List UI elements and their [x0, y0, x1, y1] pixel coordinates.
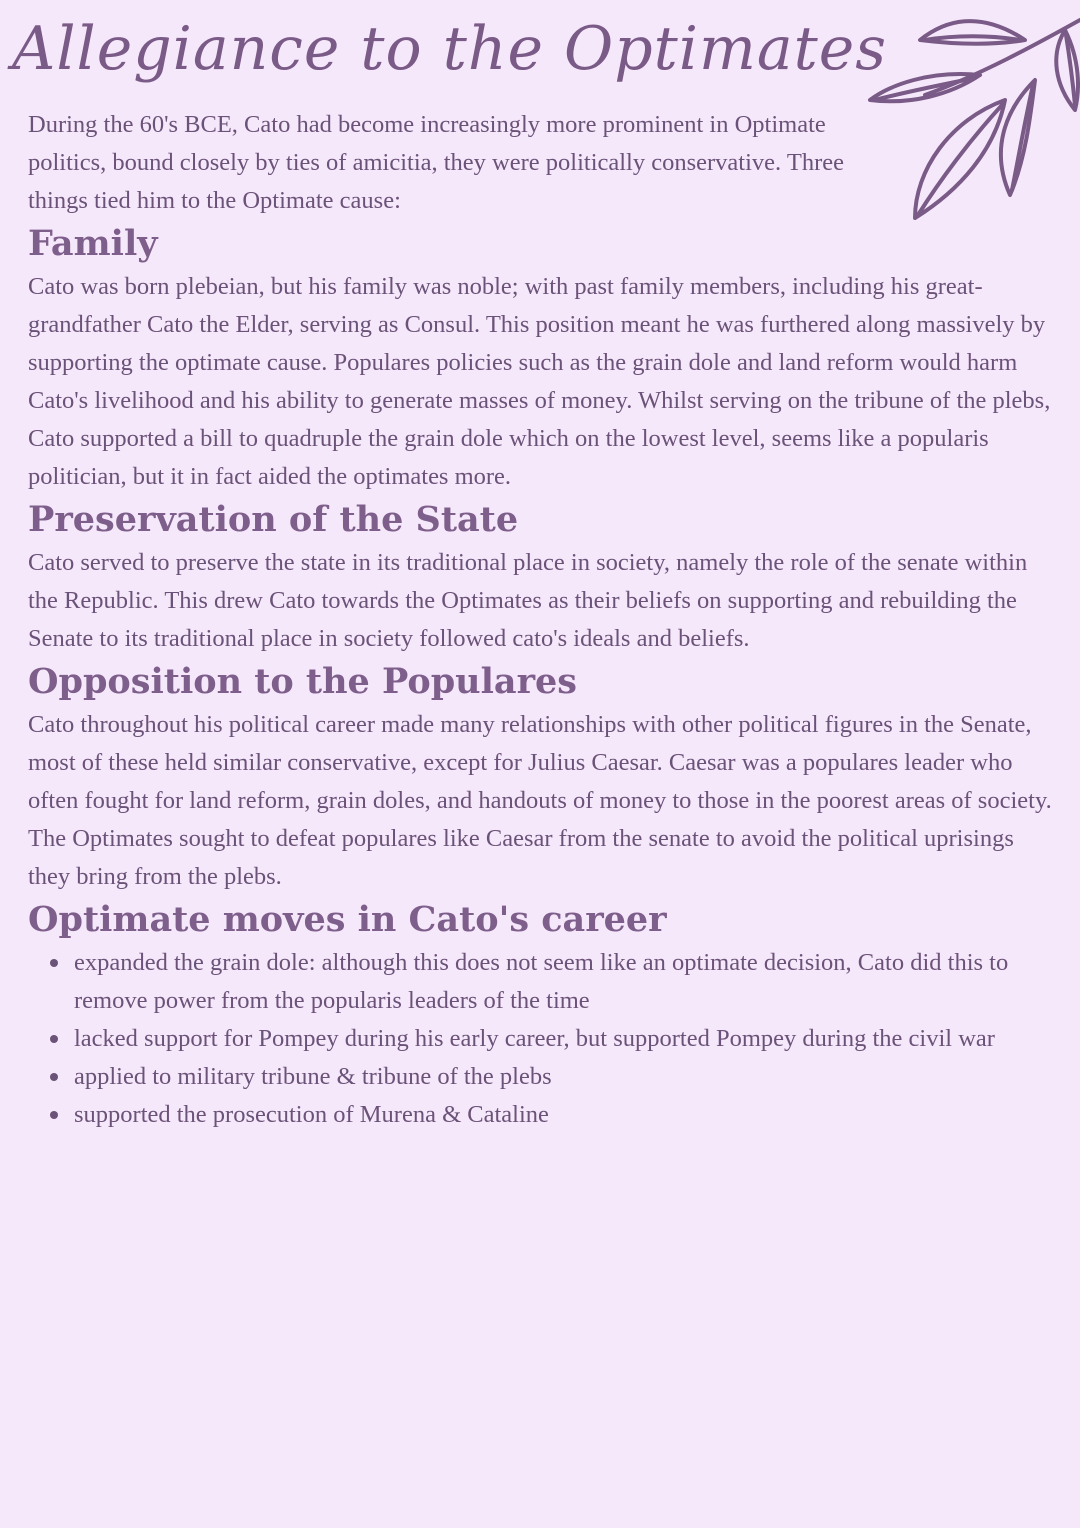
bullet-icon — [50, 959, 58, 967]
intro-paragraph: During the 60's BCE, Cato had become increasingly more prominent in Optimate politics, bound closely by ties of amicitia, they were politically conservative. Three things tied him to the Optimate cause: — [28, 111, 844, 214]
list-item-text: supported the prosecution of Murena & Cataline — [74, 1101, 549, 1128]
moves-list — [28, 944, 1058, 1134]
section-heading-family: Family — [28, 223, 158, 264]
list-item — [28, 944, 1058, 1020]
list-item — [28, 1096, 1058, 1134]
page-title: Allegiance to the Optimates — [12, 14, 888, 84]
main-content — [28, 106, 1058, 1134]
list-item-text: applied to military tribune & tribune of the plebs — [74, 1063, 552, 1090]
bullet-icon — [50, 1073, 58, 1081]
bullet-icon — [50, 1111, 58, 1119]
list-item-text: lacked support for Pompey during his early career, but supported Pompey during the civil war — [74, 1025, 995, 1052]
bullet-icon — [50, 1035, 58, 1043]
list-item — [28, 1058, 1058, 1096]
section-body-family: Cato was born plebeian, but his family was noble; with past family members, including his great-grandfather Cato the Elder, serving as Consul. This position meant he was furthered along massively by supporting the optimate cause. Populares policies such as the grain dole and land reform would harm Cato's livelihood and his ability to generate masses of money. Whilst serving on the tribune of the plebs, Cato supported a bill to quadruple the grain dole which on the lowest level, seems like a popularis politician, but it in fact aided the optimates more. — [28, 273, 1051, 490]
list-item-text: expanded the grain dole: although this does not seem like an optimate decision, Cato did this to remove power from the popularis leaders of the time — [74, 949, 1009, 1014]
list-item — [28, 1020, 1058, 1058]
section-body-preservation: Cato served to preserve the state in its traditional place in society, namely the role of the senate within the Republic. This drew Cato towards the Optimates as their beliefs on supporting and rebuilding the Senate to its traditional place in society followed cato's ideals and beliefs. — [28, 549, 1028, 652]
section-heading-preservation: Preservation of the State — [28, 499, 519, 540]
section-heading-opposition: Opposition to the Populares — [28, 661, 578, 702]
section-body-opposition: Cato throughout his political career made many relationships with other political figures in the Senate, most of these held similar conservative, except for Julius Caesar. Caesar was a populares leader who often fought for land reform, grain doles, and handouts of money to those in the poorest areas of society. The Optimates sought to defeat populares like Caesar from the senate to avoid the political uprisings they bring from the plebs. — [28, 711, 1052, 890]
section-heading-moves: Optimate moves in Cato's career — [28, 899, 667, 940]
